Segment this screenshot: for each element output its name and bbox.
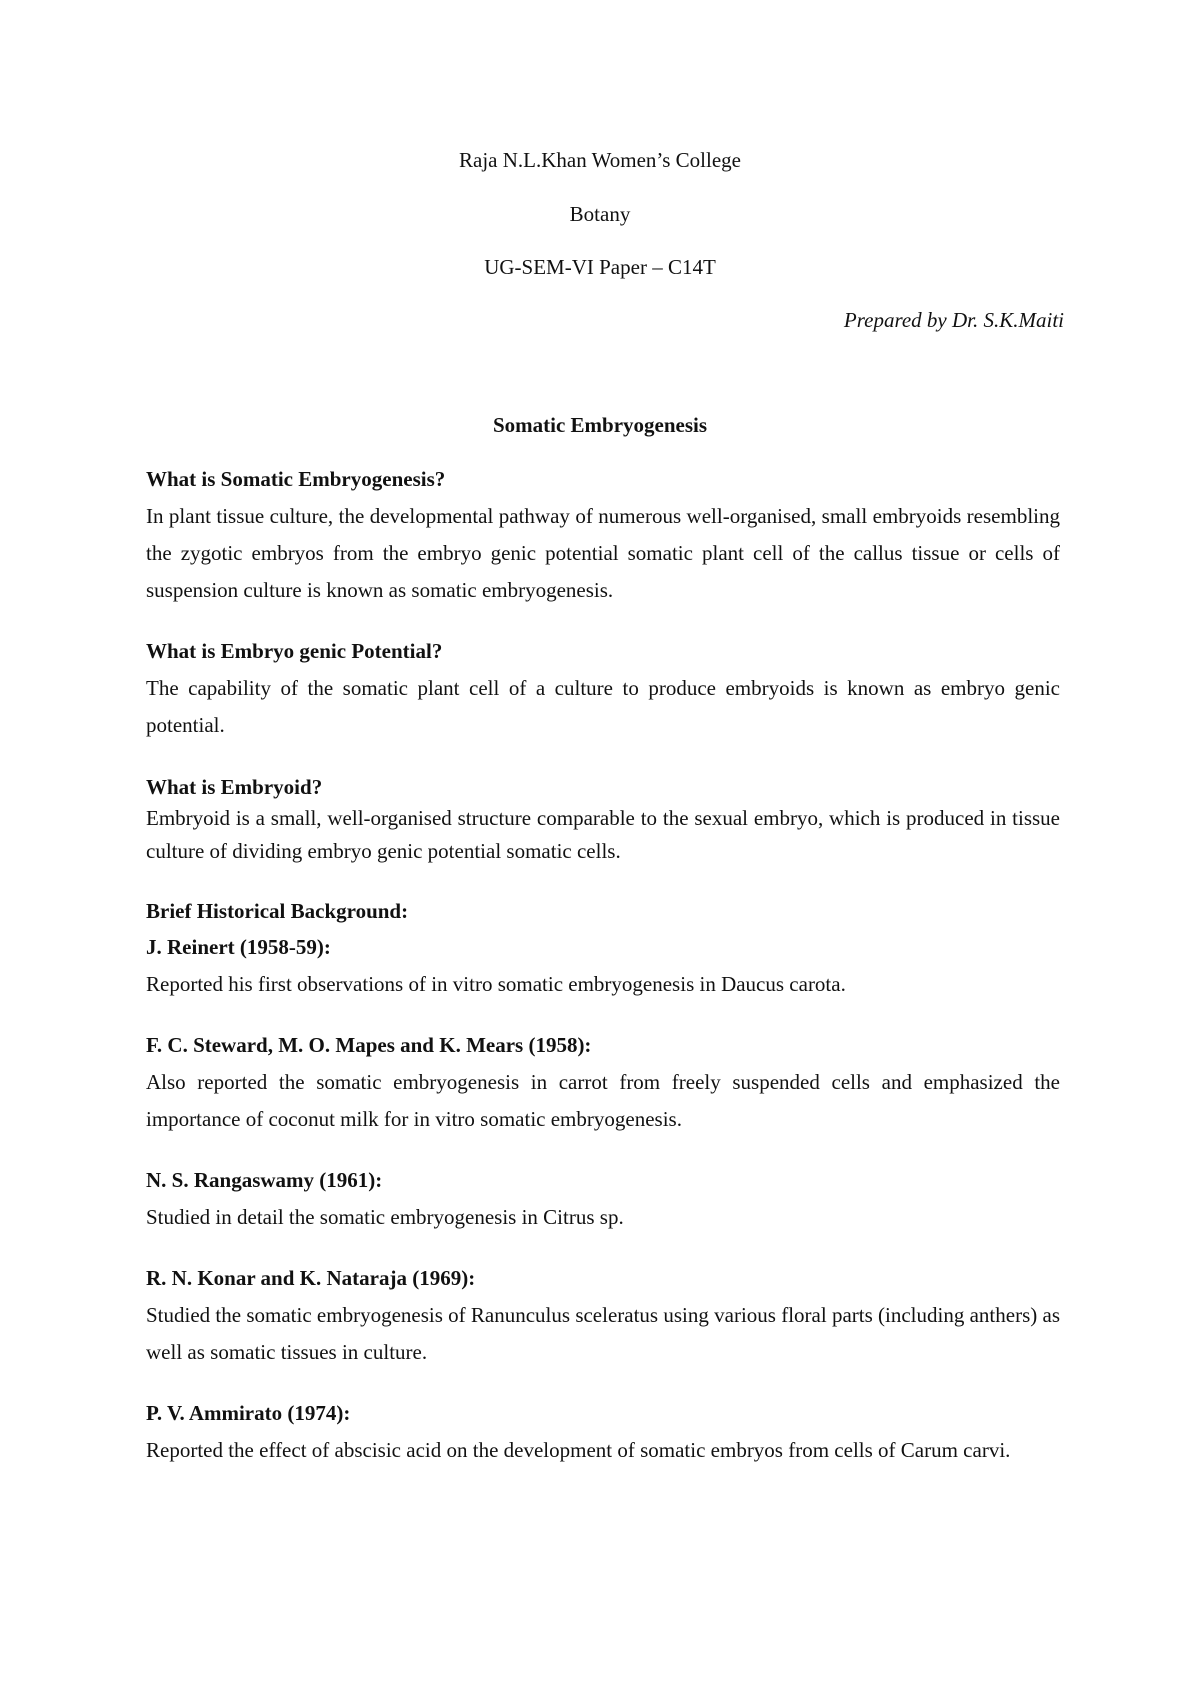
history-entry-name: J. Reinert (1958-59): bbox=[146, 935, 331, 959]
section-historical-background bbox=[146, 898, 1060, 1469]
history-entry bbox=[146, 1265, 1060, 1371]
section-what-is-embryo-genic-potential bbox=[146, 638, 1060, 744]
subject-name: Botany bbox=[569, 202, 631, 226]
history-entry-text: Reported the effect of abscisic acid on the development of somatic embryos from cells of Carum carvi. bbox=[146, 1438, 1011, 1462]
history-entry-text: Studied the somatic embryogenesis of Ranunculus sceleratus using various floral parts (including anthers) as well as somatic tissues in culture. bbox=[146, 1303, 1060, 1364]
history-entry-text: Reported his first observations of in vitro somatic embryogenesis in Daucus carota. bbox=[146, 972, 846, 996]
history-entry bbox=[146, 1167, 1060, 1236]
section-what-is-somatic-embryogenesis bbox=[146, 466, 1060, 609]
section-heading: What is Embryoid? bbox=[146, 775, 323, 799]
history-entry bbox=[146, 934, 1060, 1003]
section-text: In plant tissue culture, the developmental pathway of numerous well-organised, small embryoids resembling the zygotic embryos from the embryo genic potential somatic plant cell of the callus tissue or cells of suspension culture is known as somatic embryogenesis. bbox=[146, 504, 1060, 602]
paper-code: UG-SEM-VI Paper – C14T bbox=[484, 255, 716, 279]
document-body bbox=[146, 466, 1060, 1469]
history-entry-text: Studied in detail the somatic embryogenesis in Citrus sp. bbox=[146, 1205, 624, 1229]
document-title: Somatic Embryogenesis bbox=[492, 413, 708, 437]
history-entry bbox=[146, 1400, 1060, 1469]
section-what-is-embryoid bbox=[146, 774, 1060, 868]
section-text: Embryoid is a small, well-organised structure comparable to the sexual embryo, which is produced in tissue culture of dividing embryo genic potential somatic cells. bbox=[146, 806, 1060, 863]
history-entry-name: R. N. Konar and K. Nataraja (1969): bbox=[146, 1266, 476, 1290]
prepared-by: Prepared by Dr. S.K.Maiti bbox=[843, 308, 1064, 332]
history-entry-name: N. S. Rangaswamy (1961): bbox=[146, 1168, 383, 1192]
history-entry-name: P. V. Ammirato (1974): bbox=[146, 1401, 351, 1425]
section-heading: What is Embryo genic Potential? bbox=[146, 639, 443, 663]
section-heading: Brief Historical Background: bbox=[146, 899, 409, 923]
section-text: The capability of the somatic plant cell of a culture to produce embryoids is known as embryo genic potential. bbox=[146, 676, 1060, 737]
history-entry-name: F. C. Steward, M. O. Mapes and K. Mears (1958): bbox=[146, 1033, 592, 1057]
college-name: Raja N.L.Khan Women’s College bbox=[459, 148, 741, 172]
history-entry bbox=[146, 1032, 1060, 1138]
history-entry-text: Also reported the somatic embryogenesis in carrot from freely suspended cells and emphasized the importance of coconut milk for in vitro somatic embryogenesis. bbox=[146, 1070, 1060, 1131]
section-heading: What is Somatic Embryogenesis? bbox=[146, 467, 446, 491]
